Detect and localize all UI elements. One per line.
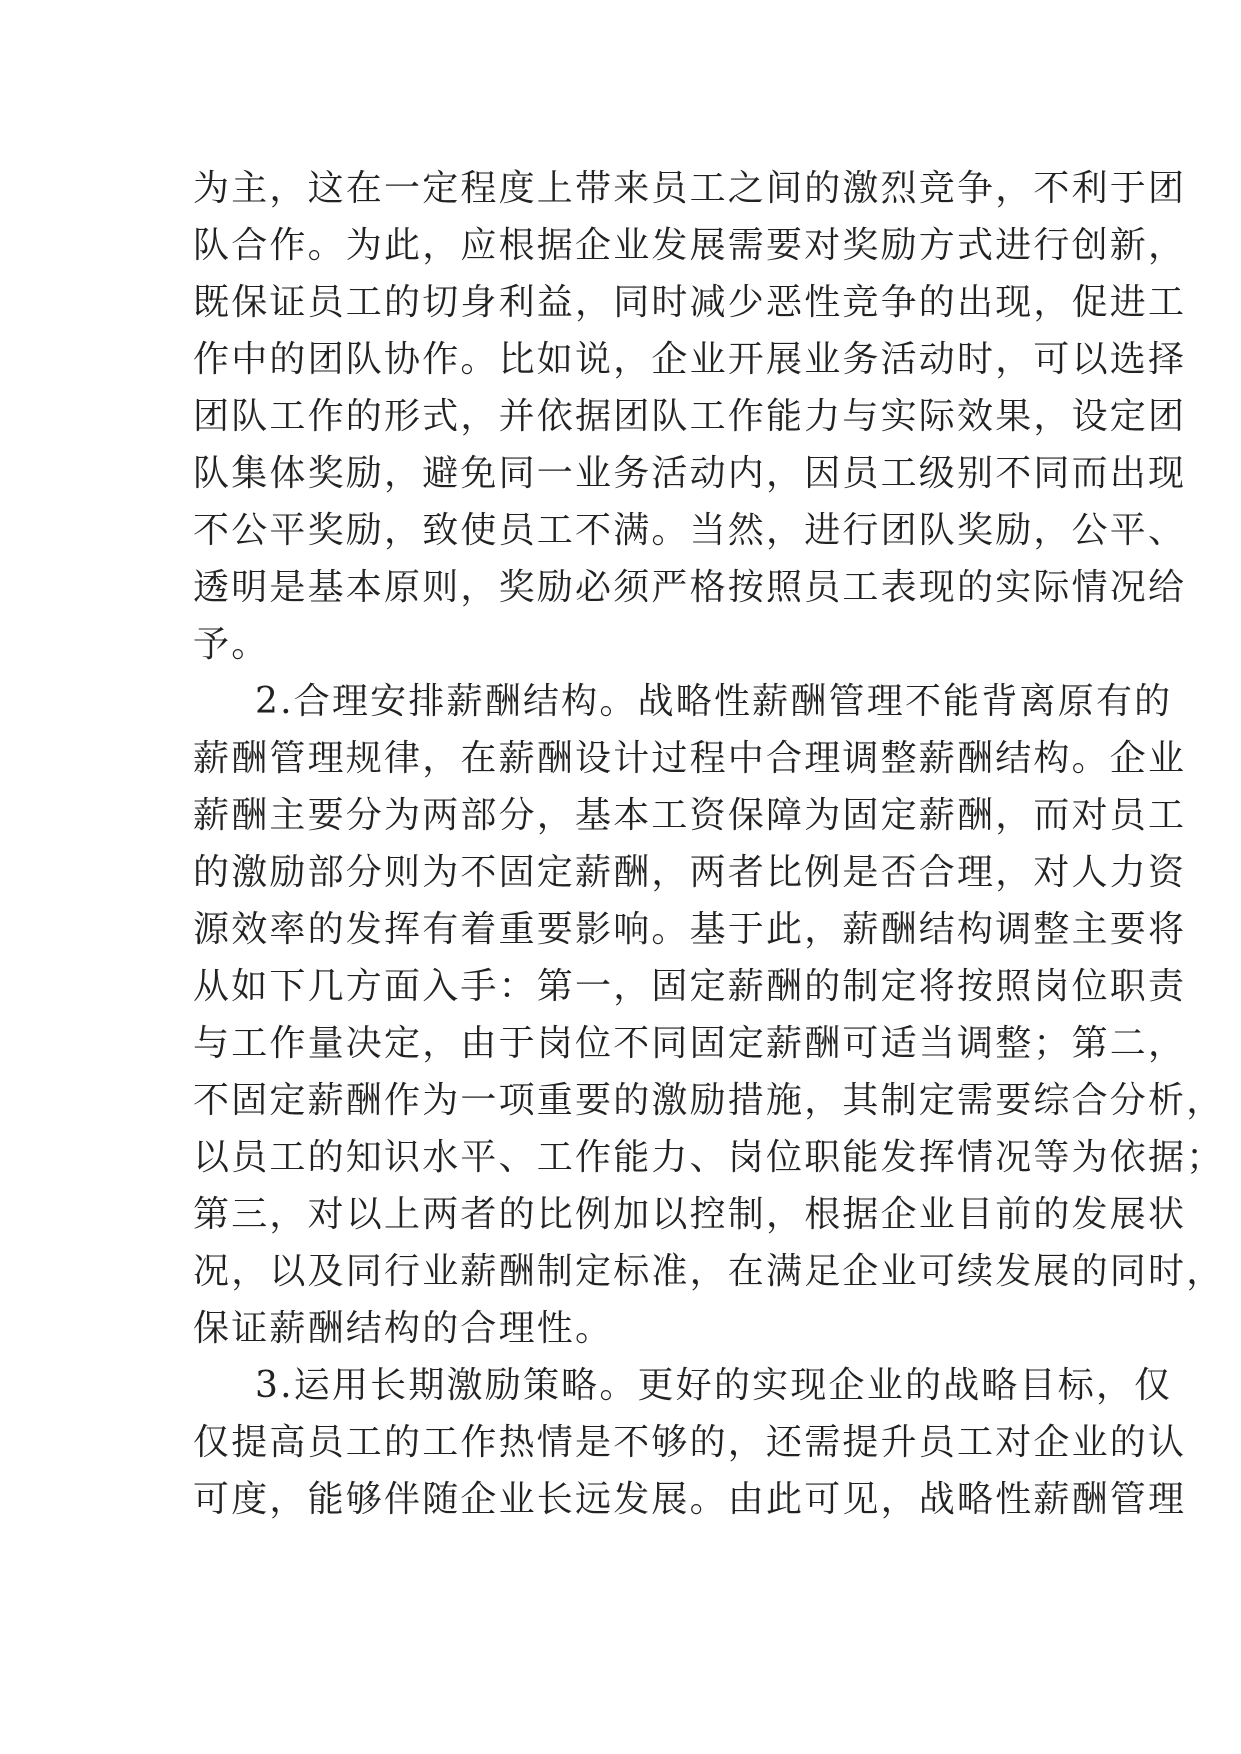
text-line: 薪酬管理规律，在薪酬设计过程中合理调整薪酬结构。企业 — [193, 738, 1187, 779]
paragraph-heading-line: 2.合理安排薪酬结构。战略性薪酬管理不能背离原有的 — [255, 681, 1173, 722]
text-line: 团队工作的形式，并依据团队工作能力与实际效果，设定团 — [193, 396, 1187, 437]
text-line: 薪酬主要分为两部分，基本工资保障为固定薪酬，而对员工 — [193, 795, 1187, 836]
text-line: 第三，对以上两者的比例加以控制，根据企业目前的发展状 — [193, 1194, 1187, 1235]
text-line: 不固定薪酬作为一项重要的激励措施，其制定需要综合分析， — [193, 1080, 1225, 1121]
text-line: 队集体奖励，避免同一业务活动内，因员工级别不同而出现 — [193, 453, 1187, 494]
text-line: 的激励部分则为不固定薪酬，两者比例是否合理，对人力资 — [193, 852, 1187, 893]
text-line: 仅提高员工的工作热情是不够的，还需提升员工对企业的认 — [193, 1422, 1187, 1463]
text-line: 透明是基本原则，奖励必须严格按照员工表现的实际情况给 — [193, 567, 1187, 608]
text-line: 从如下几方面入手：第一，固定薪酬的制定将按照岗位职责 — [193, 966, 1187, 1007]
paragraph-heading-line: 3.运用长期激励策略。更好的实现企业的战略目标，仅 — [255, 1365, 1173, 1406]
text-line: 可度，能够伴随企业长远发展。由此可见，战略性薪酬管理 — [193, 1479, 1187, 1520]
text-line: 况，以及同行业薪酬制定标准，在满足企业可续发展的同时， — [193, 1251, 1225, 1292]
body-text — [193, 160, 1225, 1528]
text-line: 队合作。为此，应根据企业发展需要对奖励方式进行创新， — [193, 225, 1187, 266]
text-line: 不公平奖励，致使员工不满。当然，进行团队奖励，公平、 — [193, 510, 1187, 551]
text-line: 作中的团队协作。比如说，企业开展业务活动时，可以选择 — [193, 339, 1187, 380]
text-line: 予。 — [193, 624, 270, 665]
text-line: 以员工的知识水平、工作能力、岗位职能发挥情况等为依据； — [193, 1137, 1225, 1178]
text-line: 为主，这在一定程度上带来员工之间的激烈竞争，不利于团 — [193, 168, 1187, 209]
text-line: 源效率的发挥有着重要影响。基于此，薪酬结构调整主要将 — [193, 909, 1187, 950]
text-line: 保证薪酬结构的合理性。 — [193, 1308, 614, 1349]
text-line: 既保证员工的切身利益，同时减少恶性竞争的出现，促进工 — [193, 282, 1187, 323]
text-line: 与工作量决定，由于岗位不同固定薪酬可适当调整；第二， — [193, 1023, 1187, 1064]
